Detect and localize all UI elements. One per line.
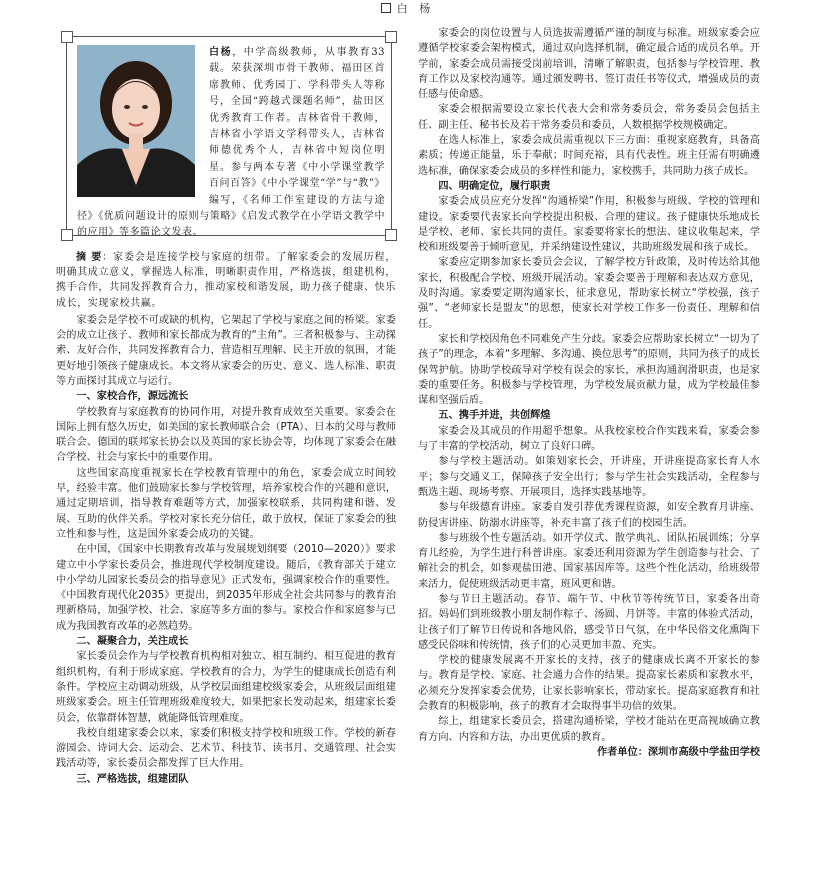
header-author: 白 杨 — [396, 2, 435, 15]
paragraph: 家委会及其成员的作用超乎想象。从我校家校合作实践来看，家委会参与了丰富的学校活动，树立了良好口碑。 — [418, 425, 760, 453]
page-header — [0, 0, 815, 16]
author-photo — [77, 45, 195, 197]
paragraph: 在选人标准上，家委会成员需重视以下三方面：重视家庭教育，具备高素质；传递正能量，乐于奉献；时间充裕，具有代表性。班主任需有明确遴选标准，确保家委会成员的多样性和能力，家校携手，共同助力孩子成长。 — [418, 135, 760, 177]
paragraph: 家长和学校因角色不同难免产生分歧。家委会应帮助家长树立“一切为了孩子”的理念，本着“多理解、多沟通、换位思考”的原则，共同为孩子的成长保驾护航。协助学校疏导对学校有误会的家长，承担沟通润滑职责，也是家委的重要任务。积极参与学校管理，为学校发展贡献力量，成为学校最佳参谋和坚强后盾。 — [418, 333, 760, 407]
square-icon — [381, 3, 391, 13]
author-affiliation: 作者单位：深圳市高级中学盐田学校 — [597, 746, 760, 758]
section-heading-3: 三、严格选拔，组建团队 — [76, 773, 189, 785]
section-heading-1: 一、家校合作，源远流长 — [76, 391, 189, 403]
corner-ornament — [61, 31, 73, 43]
section-heading-2: 二、凝聚合力，关注成长 — [76, 636, 189, 648]
paragraph: 在中国，《国家中长期教育改革与发展规划纲要（2010—2020）》要求建立中小学家长委员会，推进现代学校制度建设。随后，《教育部关于建立中小学幼儿园家长委员会的指导意见》正式发布，强调家校合作的重要性。《中国教育现代化2035》更提出，到2035年形成全社会共同参与的教育治理新格局，加强学校、社会、家庭等多方面的参与。家校合作和家庭参与已成为我国教育改革的必然趋势。 — [56, 544, 396, 632]
section-heading-4: 四、明确定位，履行职责 — [438, 180, 551, 192]
paragraph: 参与班级个性专题活动。如开学仪式、散学典礼、团队拓展训练；分享育儿经验，为学生进行科普讲座。家委还利用资源为学生创造参与社会、了解社会的机会，如参观盐田港、国家基因库等。这些个性化活动，给班级带来活力，促使班级活动更丰富，班风更和谐。 — [418, 532, 760, 590]
corner-ornament — [385, 229, 397, 241]
paragraph: 家长委员会作为与学校教育机构相对独立、相互制约、相互促进的教育组织机构，有利于形成家庭、学校教育的合力，为学生的健康成长创造有利条件。学校应主动调动班级，从学校层面组建校级家委会，从班级层面组建班级家委会。班主任管理班级难度较大，如果把家长发动起来，组建家长委员会，依靠群体智慧，就能降低管理难度。 — [56, 651, 396, 724]
bio-text: ，中学高级教师，从事教育33载。荣获深圳市骨干教师、福田区首席教师、优秀园丁、学科带头人等称号，全国“跨越式课题名师”，盐田区优秀教育工作者。吉林省骨干教师，吉林省小学语文学科带头人，吉林省师德优秀个人，吉林省中短岗位明星。参与两本专著《中小学课堂教学百问百答》《中小学课堂“学”与“教”》编写，《名师工作室建设的方法与途径》《优质问题设计的原则与策略》《启发式教学在小学语文教学中的应用》等多篇论文发表。 — [77, 47, 385, 239]
paragraph: 参与学校主题活动。如策划家长会，开讲座，开讲座提高家长育人水平；参与交通义工，保障孩子安全出行；参与学生社会实践活动，全程参与甄选主题、现场考察、开展项目，选择实践基地等。 — [418, 456, 760, 498]
paragraph: 学校的健康发展离不开家长的支持，孩子的健康成长离不开家长的参与。教育是学校、家庭、社会通力合作的结果。提高家长素质和家教水平，必须充分发挥家委会优势，让家长影响家长，带动家长。提高家庭教育和社会教育的积极影响，孩子的教育才会取得事半功倍的效果。 — [418, 655, 760, 713]
paragraph: 家委会根据需要设立家长代表大会和常务委员会，常务委员会包括主任、副主任、秘书长及若干常务委员和委员，人数根据学校规模确定。 — [418, 104, 760, 131]
intro-paragraph: 家委会是学校不可或缺的机构，它架起了学校与家庭之间的桥梁。家委会的成立让孩子、教师和家长都成为教育的“主角”。三者积极参与、主动探索、友好合作，共同发挥教育合力，营造相互理解、民主开放的氛围，才能更好地引领孩子健康成长。本文将从家委会的历史、意义、选人标准、职责等方面探讨其成立与运行。 — [56, 314, 396, 387]
paragraph: 学校教育与家庭教育的协同作用，对提升教育成效至关重要。家委会在国际上拥有悠久历史，如美国的家长教师联合会（PTA）、日本的父母与教师联合会、德国的联邦家长协会以及英国的家长协会等，均体现了家委会在融合学校、社会与家长中的重要作用。 — [56, 406, 396, 464]
right-column — [418, 26, 760, 760]
bio-name: 白杨 — [209, 47, 233, 58]
paragraph: 综上，组建家长委员会，搭建沟通桥梁，学校才能站在更高视域确立教育方向、内容和方法，办出更优质的教育。 — [418, 716, 760, 743]
abstract-text: ：家委会是连接学校与家庭的纽带。了解家委会的发展历程，明确其成立意义，掌握选人标准，明晰职责作用，严格选拔，组建机构，携手合作，共同发挥教育合力，推动家校和谐发展，助力孩子健康、快乐成长，实现家校共赢。 — [56, 252, 396, 309]
paragraph: 参与节日主题活动。春节、端午节、中秋节等传统节日，家委各出奇招。妈妈们到班级教小朋友制作粽子、汤圆、月饼等。丰富的体验式活动，让孩子们了解节日传说和各地风俗，感受节日气氛，在中华民俗文化熏陶下感受民俗味和传统情，孩子们的心灵更加丰盈、充实。 — [418, 593, 760, 651]
paragraph: 我校自组建家委会以来，家委们积极支持学校和班级工作。学校的新春游园会、诗词大会、运动会、艺术节、科技节、读书月、交通管理、社会实践活动等，家长委员会都发挥了巨大作用。 — [56, 727, 396, 770]
corner-ornament — [385, 31, 397, 43]
paragraph: 家委会的岗位设置与人员选拔需遵循严谨的制度与标准。班级家委会应遵循学校家委会架构模式，通过双向选择机制，确定最合适的成员名单。开学前，家委会成员需接受岗前培训，清晰了解职责，包括参与学校管理、教育工作以及家校沟通等。通过颁发聘书、签订责任书等仪式，增强成员的责任感与使命感。 — [418, 28, 760, 101]
paragraph: 参与年级德育讲座。家委自发引荐优秀课程资源，如安全教育月讲座、防侵害讲座、防溺水讲座等，补充丰富了孩子们的校园生活。 — [418, 502, 760, 529]
paragraph: 家委应定期参加家长委员会会议，了解学校方针政策，及时传达给其他家长，积极配合学校、班级开展活动。家委会要善于理解和表达双方意见，及时沟通。家委要定期沟通家长，征求意见，帮助家长树立“学校强，孩子强”、“老师家长是盟友”的思想，使家长对学校工作多一份责任、理解和信任。 — [418, 257, 760, 330]
abstract-label: 摘 要 — [76, 252, 103, 263]
author-bio-box — [66, 36, 392, 239]
paragraph: 家委会成员应充分发挥“沟通桥梁”作用，积极参与班级、学校的管理和建设。家委要代表家长向学校提出积极、合理的建议。孩子健康快乐地成长是学校、老师、家长共同的责任。家委要将家长的想法、建议收集起来，学校和班级要善于倾听意见，并采纳建设性建议，共助班级发展和孩子成长。 — [418, 196, 760, 254]
left-column — [56, 26, 396, 787]
section-heading-5: 五、携手并进，共创辉煌 — [438, 410, 551, 422]
corner-ornament — [61, 229, 73, 241]
paragraph: 这些国家高度重视家长在学校教育管理中的角色，家委会成立时间较早，经验丰富。他们鼓励家长参与学校管理，培养家校合作的兴趣和意识，通过定期培训，指导教育难题等方式，加强家校联系，共同构建和谐、发展、互助的伙伴关系。学校对家长充分信任，敢于放权，保证了家委会的独立性和参与性，这是国外家委会成功的关键。 — [56, 467, 396, 540]
abstract — [56, 250, 396, 311]
